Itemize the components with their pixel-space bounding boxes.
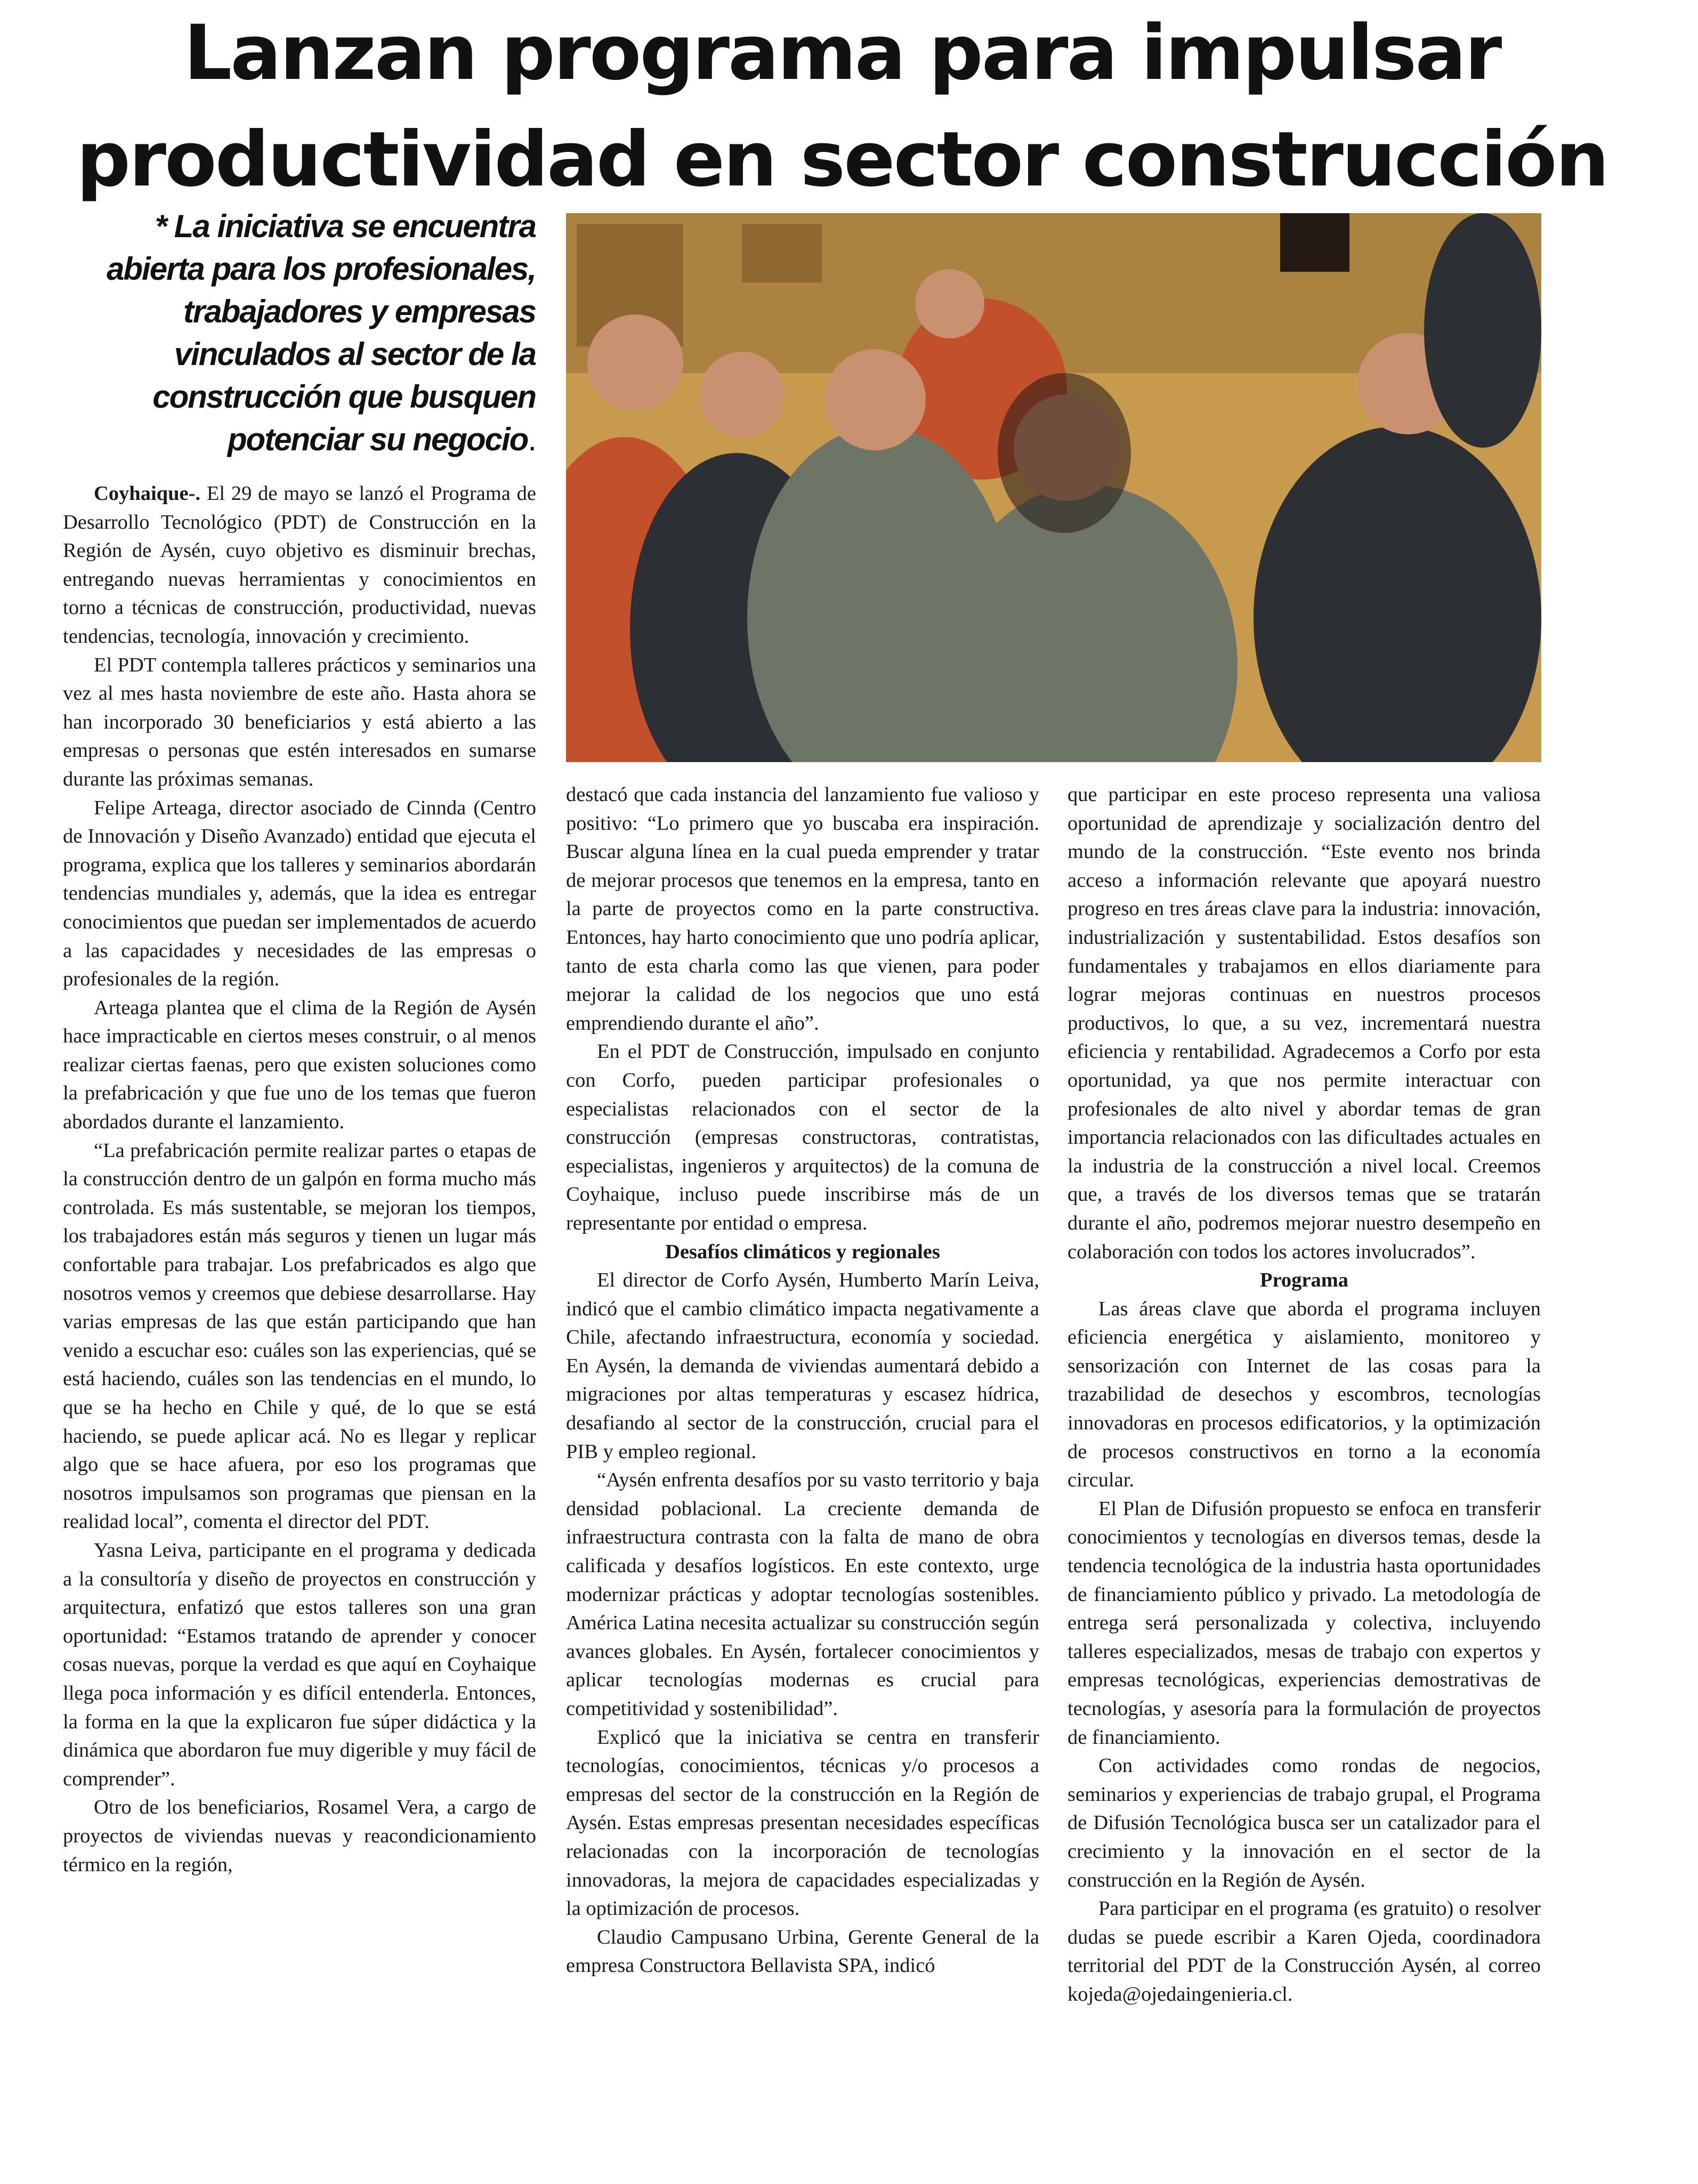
headline-line-2: productividad en sector construcción <box>76 116 1608 204</box>
photo-framed-picture-2 <box>742 224 822 282</box>
paragraph: “La prefabricación permite realizar partes o etapas de la construcción dentro de un galpón en forma mucho más controlada. Es más sustentable, se mejoran los tiempos, los trabajadores están más seguros y tienen un lugar más confortable para trabajar. Los prefabricados es algo que nosotros vemos y creemos que debiese desarrollarse. Hay varias empresas de las que están participando que han venido a escuchar eso: cuáles son las experiencias, qué se está haciendo, cuáles son las tendencias en el mundo, lo que se ha hecho en Chile y qué, de lo que se está haciendo, se puede aplicar acá. No es llegar y replicar algo que se hace afuera, por eso los programas que nosotros impulsamos son programas que piensan en la realidad local”, comenta el director del PDT. <box>63 1139 536 1533</box>
paragraph-text: El 29 de mayo se lanzó el Programa de Desarrollo Tecnológico (PDT) de Construcción en la Región de Aysén, cuyo objetivo es disminuir brechas, entregando nuevas herramientas y conocimientos en torno a técnicas de construcción, productividad, nuevas tendencias, tecnología, innovación y crecimiento. <box>63 482 536 648</box>
paragraph: El director de Corfo Aysén, Humberto Marín Leiva, indicó que el cambio climático impacta negativamente a Chile, afectando infraestructura, economía y sociedad. En Aysén, la demanda de viviendas aumentará debido a migraciones por altas temperaturas y escasez hídrica, desafiando al sector de la construcción, crucial para el PIB y empleo regional. <box>566 1269 1039 1463</box>
article-headline <box>59 0 1626 213</box>
paragraph: destacó que cada instancia del lanzamiento fue valioso y positivo: “Lo primero que yo buscaba era inspiración. Buscar alguna línea en la cual pueda emprender y tratar de mejorar procesos que tenemos en la empresa, tanto en la parte de proyectos como en la parte constructiva. Entonces, hay harto conocimiento que uno podría aplicar, tanto de esta charla como las que vienen, para poder mejorar la calidad de los negocios que uno está emprendiendo durante el año”. <box>566 783 1039 1034</box>
photo-person-left-head <box>587 314 683 410</box>
paragraph: Arteaga plantea que el clima de la Región de Aysén hace impracticable en ciertos meses construir, o al menos realizar ciertas faenas, pero que existen soluciones como la prefabricación y que fue uno de los temas que fueron abordados durante el lanzamiento. <box>63 996 536 1134</box>
dateline: Coyhaique-. <box>94 482 201 505</box>
subheading: Programa <box>1259 1269 1349 1292</box>
photo-person-woman1-head <box>699 352 785 437</box>
lead-text: * La iniciativa se encuentra abierta para los profesionales, trabajadores y empresas vinculados al sector de la construcción que busquen potenciar su negocio <box>107 208 536 457</box>
paragraph: Las áreas clave que aborda el programa incluyen eficiencia energética y aislamiento, monitoreo y sensorización con Internet de las cosas para la trazabilidad de desechos y escombros, tecnologías innovadoras en procesos edificatorios, y la optimización de procesos constructivos en torno a la economía circular. <box>1068 1297 1541 1492</box>
paragraph: Con actividades como rondas de negocios, seminarios y experiencias de trabajo grupal, el Programa de Difusión Tecnológica busca ser un catalizador para el crecimiento y la innovación en el sector de la construcción en la Región de Aysén. <box>1068 1754 1541 1891</box>
paragraph: El Plan de Difusión propuesto se enfoca en transferir conocimientos y tecnologías en diversos temas, desde la tendencia tecnológica de la industria hasta oportunidades de financiamiento público y privado. La metodología de entrega será personalizada y colectiva, incluyendo talleres especializados, mesas de trabajo con expertos y empresas tecnológicas, experiencias demostrativas de tecnologías, y asesoría para la formulación de proyectos de financiamiento. <box>1068 1497 1541 1749</box>
photo-person-woman2-hair <box>998 373 1131 533</box>
lead-end: . <box>528 422 536 457</box>
headline-line-1: Lanzan programa para impulsar <box>183 9 1501 97</box>
article-column-1 <box>63 480 536 1879</box>
article-column-3 <box>1068 781 1541 2009</box>
photo-person-back-head <box>915 269 984 338</box>
paragraph: Explicó que la iniciativa se centra en transferir tecnologías, conocimientos, técnicas y/o procesos a empresas del sector de la construcción en la Región de Aysén. Estas empresas presentan necesidades específicas relacionadas con la incorporación de tecnologías innovadoras, la mejora de capacidades especializadas y la optimización de procesos. <box>566 1726 1039 1920</box>
subheading: Desafíos climáticos y regionales <box>665 1240 940 1263</box>
photo-person-center-head <box>824 349 926 450</box>
paragraph: Otro de los beneficiarios, Rosamel Vera, a cargo de proyectos de viviendas nuevas y reacondicionamiento térmico en la región, <box>63 1796 536 1876</box>
photo-speaker <box>1280 213 1349 272</box>
audience-photo-illustration <box>566 213 1541 762</box>
photo-person-standing-body <box>1424 213 1541 448</box>
paragraph: Yasna Leiva, participante en el programa y dedicada a la consultoría y diseño de proyectos en construcción y arquitectura, enfatizó que estos talleres son una gran oportunidad: “Estamos tratando de aprender y conocer cosas nuevas, porque la verdad es que aquí en Coyhaique llega poca información y es difícil entenderla. Entonces, la forma en la que la explicaron fue súper didáctica y la dinámica que abordaron fue muy digerible y muy fácil de comprender”. <box>63 1539 536 1790</box>
paragraph: que participar en este proceso representa una valiosa oportunidad de aprendizaje y socialización dentro del mundo de la construcción. “Este evento nos brinda acceso a información relevante que apoyará nuestro progreso en tres áreas clave para la industria: innovación, industrialización y sustentabilidad. Estos desafíos son fundamentales y trabajamos en ellos diariamente para lograr mejoras continuas en nuestros procesos productivos, lo que, a su vez, incrementará nuestra eficiencia y rentabilidad. Agradecemos a Corfo por esta oportunidad, ya que nos permite interactuar con profesionales de alto nivel y abordar temas de gran importancia relacionados con las dificultades actuales en la industria de la construcción a nivel local. Creemos que, a través de los diversos temas que se tratarán durante el año, podremos mejorar nuestro desempeño en colaboración con todos los actores involucrados”. <box>1068 783 1541 1263</box>
article-photo <box>566 213 1541 762</box>
paragraph: El PDT contempla talleres prácticos y seminarios una vez al mes hasta noviembre de este año. Hasta ahora se han incorporado 30 beneficiarios y está abierto a las empresas o personas que estén interesados en sumarse durante las próximas semanas. <box>63 653 536 790</box>
paragraph: “Aysén enfrenta desafíos por su vasto territorio y baja densidad poblacional. La creciente demanda de infraestructura contrasta con la falta de mano de obra calificada y desafíos logísticos. En este contexto, urge modernizar prácticas y adoptar tecnologías sostenibles. América Latina necesita actualizar su construcción según avances globales. En Aysén, fortalecer conocimientos y aplicar tecnologías modernas es crucial para competitividad y sostenibilidad”. <box>566 1469 1039 1720</box>
article-lead <box>59 205 536 461</box>
article-column-2 <box>566 781 1039 1980</box>
paragraph: Para participar en el programa (es gratuito) o resolver dudas se puede escribir a Karen Ojeda, coordinadora territorial del PDT de la Construcción Aysén, al correo kojeda@ojedaingenieria.cl. <box>1068 1897 1541 2005</box>
paragraph: Claudio Campusano Urbina, Gerente General de la empresa Constructora Bellavista SPA, indicó <box>566 1926 1039 1977</box>
paragraph <box>63 480 536 651</box>
paragraph: Felipe Arteaga, director asociado de Cinnda (Centro de Innovación y Diseño Avanzado) entidad que ejecuta el programa, explica que los talleres y seminarios abordarán tendencias mundiales y, además, que la idea es entregar conocimientos que puedan ser implementados de acuerdo a las capacidades y necesidades de las empresas o profesionales de la región. <box>63 796 536 991</box>
paragraph: En el PDT de Construcción, impulsado en conjunto con Corfo, pueden participar profesionales o especialistas relacionados con el sector de la construcción (empresas constructoras, contratistas, especialistas, ingenieros y arquitectos) de la comuna de Coyhaique, incluso puede inscribirse más de un representante por entidad o empresa. <box>566 1040 1039 1234</box>
